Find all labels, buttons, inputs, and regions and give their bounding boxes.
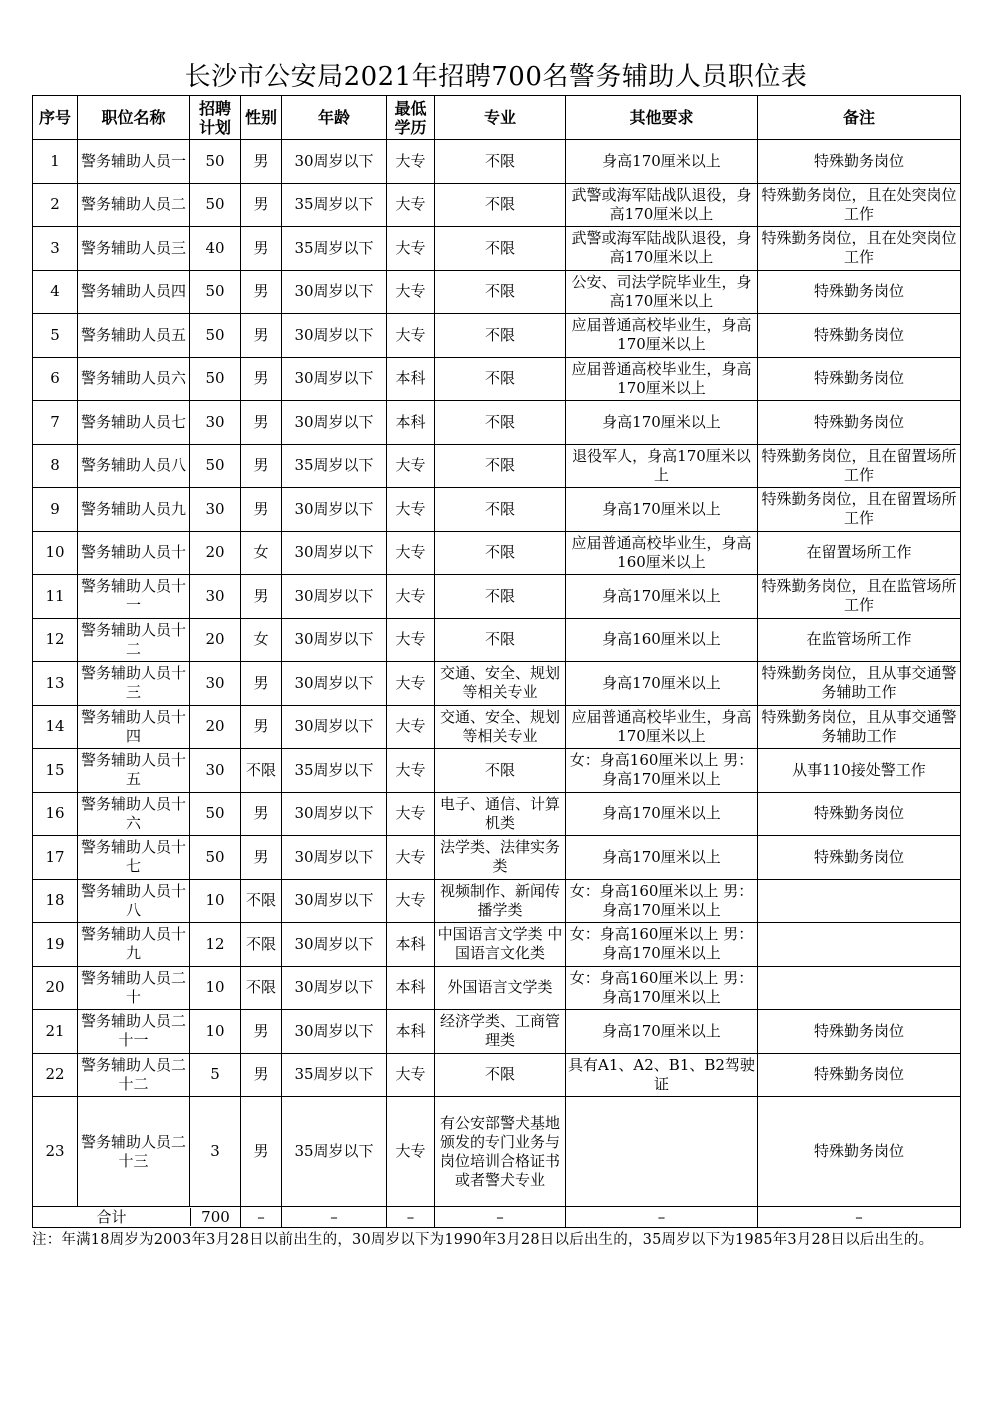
table-row <box>33 140 961 184</box>
cell-position: 警务辅助人员六 <box>78 357 190 401</box>
cell-seq: 2 <box>33 183 78 227</box>
cell-remark: 特殊勤务岗位 <box>758 401 961 445</box>
cell-other: 身高170厘米以上 <box>566 140 758 184</box>
cell-position: 警务辅助人员二十一 <box>78 1010 190 1054</box>
cell-position: 警务辅助人员十二 <box>78 618 190 662</box>
cell-age: 30周岁以下 <box>282 879 387 923</box>
cell-remark: 特殊勤务岗位 <box>758 1010 961 1054</box>
cell-major: 不限 <box>435 314 566 358</box>
cell-major: 视频制作、新闻传播学类 <box>435 879 566 923</box>
cell-gender: 女 <box>241 618 282 662</box>
cell-age: 30周岁以下 <box>282 792 387 836</box>
cell-remark: 特殊勤务岗位，且在处突岗位工作 <box>758 183 961 227</box>
cell-position: 警务辅助人员七 <box>78 401 190 445</box>
cell-seq: 21 <box>33 1010 78 1054</box>
total-plan: 700 <box>190 1208 240 1226</box>
cell-seq: 6 <box>33 357 78 401</box>
cell-edu: 大专 <box>387 140 435 184</box>
cell-major: 不限 <box>435 575 566 619</box>
cell-edu: 大专 <box>387 488 435 532</box>
cell-gender: 男 <box>241 227 282 271</box>
cell-major: 不限 <box>435 401 566 445</box>
cell-major: 经济学类、工商管理类 <box>435 1010 566 1054</box>
cell-major: 不限 <box>435 227 566 271</box>
cell-remark: 特殊勤务岗位 <box>758 140 961 184</box>
cell-position: 警务辅助人员八 <box>78 444 190 488</box>
cell-seq: 18 <box>33 879 78 923</box>
cell-seq: 15 <box>33 749 78 793</box>
cell-age: 30周岁以下 <box>282 575 387 619</box>
cell-plan: 50 <box>190 140 241 184</box>
cell-major: 不限 <box>435 444 566 488</box>
table-row <box>33 923 961 967</box>
cell-other: 身高170厘米以上 <box>566 1010 758 1054</box>
header-major: 专业 <box>435 96 566 140</box>
header-remark: 备注 <box>758 96 961 140</box>
cell-other: 身高170厘米以上 <box>566 792 758 836</box>
table-row <box>33 1053 961 1097</box>
total-age: – <box>282 1207 387 1228</box>
cell-age: 30周岁以下 <box>282 270 387 314</box>
cell-plan: 3 <box>190 1097 241 1207</box>
cell-seq: 5 <box>33 314 78 358</box>
cell-major: 不限 <box>435 183 566 227</box>
cell-gender: 男 <box>241 140 282 184</box>
cell-other: 女：身高160厘米以上 男：身高170厘米以上 <box>566 749 758 793</box>
cell-other: 身高160厘米以上 <box>566 618 758 662</box>
cell-other: 退役军人，身高170厘米以上 <box>566 444 758 488</box>
cell-seq: 7 <box>33 401 78 445</box>
cell-plan: 10 <box>190 1010 241 1054</box>
cell-other: 女：身高160厘米以上 男：身高170厘米以上 <box>566 879 758 923</box>
cell-position: 警务辅助人员二十 <box>78 966 190 1010</box>
cell-major: 不限 <box>435 1053 566 1097</box>
cell-major: 外国语言文学类 <box>435 966 566 1010</box>
cell-edu: 本科 <box>387 357 435 401</box>
cell-remark: 在留置场所工作 <box>758 531 961 575</box>
cell-other: 公安、司法学院毕业生，身高170厘米以上 <box>566 270 758 314</box>
table-row <box>33 575 961 619</box>
cell-other: 应届普通高校毕业生，身高160厘米以上 <box>566 531 758 575</box>
header-plan: 招聘计划 <box>190 96 241 140</box>
cell-age: 30周岁以下 <box>282 662 387 706</box>
table-row <box>33 836 961 880</box>
cell-age: 30周岁以下 <box>282 618 387 662</box>
table-row <box>33 662 961 706</box>
cell-other: 应届普通高校毕业生，身高170厘米以上 <box>566 314 758 358</box>
cell-age: 30周岁以下 <box>282 140 387 184</box>
cell-gender: 男 <box>241 401 282 445</box>
total-edu: – <box>387 1207 435 1228</box>
cell-plan: 50 <box>190 314 241 358</box>
table-row <box>33 705 961 749</box>
cell-age: 35周岁以下 <box>282 1053 387 1097</box>
cell-remark: 特殊勤务岗位，且在留置场所工作 <box>758 488 961 532</box>
cell-other: 身高170厘米以上 <box>566 488 758 532</box>
cell-seq: 11 <box>33 575 78 619</box>
total-remark: – <box>758 1207 961 1228</box>
cell-seq: 19 <box>33 923 78 967</box>
cell-edu: 大专 <box>387 662 435 706</box>
cell-seq: 14 <box>33 705 78 749</box>
cell-plan: 12 <box>190 923 241 967</box>
table-row <box>33 270 961 314</box>
cell-edu: 本科 <box>387 966 435 1010</box>
cell-edu: 大专 <box>387 314 435 358</box>
cell-remark: 特殊勤务岗位，且从事交通警务辅助工作 <box>758 662 961 706</box>
total-major: – <box>435 1207 566 1228</box>
cell-gender: 男 <box>241 270 282 314</box>
cell-gender: 男 <box>241 488 282 532</box>
table-row <box>33 227 961 271</box>
page-title: 长沙市公安局2021年招聘700名警务辅助人员职位表 <box>184 62 808 92</box>
cell-major: 不限 <box>435 270 566 314</box>
cell-major: 不限 <box>435 618 566 662</box>
header-gender: 性别 <box>241 96 282 140</box>
cell-remark: 特殊勤务岗位 <box>758 792 961 836</box>
header-other: 其他要求 <box>566 96 758 140</box>
cell-plan: 20 <box>190 705 241 749</box>
cell-major: 中国语言文学类 中国语言文化类 <box>435 923 566 967</box>
table-row <box>33 879 961 923</box>
cell-age: 30周岁以下 <box>282 531 387 575</box>
cell-gender: 不限 <box>241 966 282 1010</box>
cell-position: 警务辅助人员三 <box>78 227 190 271</box>
cell-edu: 大专 <box>387 705 435 749</box>
cell-position: 警务辅助人员二十三 <box>78 1097 190 1207</box>
cell-seq: 20 <box>33 966 78 1010</box>
cell-remark: 特殊勤务岗位 <box>758 836 961 880</box>
cell-major: 不限 <box>435 488 566 532</box>
cell-edu: 大专 <box>387 618 435 662</box>
cell-plan: 30 <box>190 401 241 445</box>
cell-other: 女：身高160厘米以上 男：身高170厘米以上 <box>566 966 758 1010</box>
cell-edu: 大专 <box>387 183 435 227</box>
cell-other: 应届普通高校毕业生，身高170厘米以上 <box>566 357 758 401</box>
cell-plan: 50 <box>190 836 241 880</box>
cell-edu: 大专 <box>387 1053 435 1097</box>
cell-other: 身高170厘米以上 <box>566 836 758 880</box>
cell-other: 武警或海军陆战队退役，身高170厘米以上 <box>566 227 758 271</box>
cell-position: 警务辅助人员四 <box>78 270 190 314</box>
total-label: 合计 <box>96 1208 127 1226</box>
cell-age: 30周岁以下 <box>282 705 387 749</box>
cell-seq: 1 <box>33 140 78 184</box>
cell-plan: 20 <box>190 618 241 662</box>
cell-position: 警务辅助人员十八 <box>78 879 190 923</box>
cell-other: 身高170厘米以上 <box>566 575 758 619</box>
cell-remark: 特殊勤务岗位 <box>758 314 961 358</box>
cell-plan: 50 <box>190 357 241 401</box>
table-row <box>33 314 961 358</box>
cell-position: 警务辅助人员二十二 <box>78 1053 190 1097</box>
cell-gender: 男 <box>241 357 282 401</box>
cell-position: 警务辅助人员十一 <box>78 575 190 619</box>
cell-remark: 特殊勤务岗位 <box>758 357 961 401</box>
cell-position: 警务辅助人员十九 <box>78 923 190 967</box>
cell-gender: 男 <box>241 1097 282 1207</box>
cell-plan: 10 <box>190 966 241 1010</box>
cell-remark <box>758 879 961 923</box>
table-row <box>33 531 961 575</box>
cell-remark: 特殊勤务岗位，且在监管场所工作 <box>758 575 961 619</box>
cell-major: 交通、安全、规划等相关专业 <box>435 662 566 706</box>
total-row <box>33 1207 961 1228</box>
cell-major: 交通、安全、规划等相关专业 <box>435 705 566 749</box>
cell-position: 警务辅助人员九 <box>78 488 190 532</box>
cell-gender: 男 <box>241 1053 282 1097</box>
cell-edu: 本科 <box>387 1010 435 1054</box>
cell-gender: 男 <box>241 314 282 358</box>
cell-major: 不限 <box>435 531 566 575</box>
cell-other <box>566 1097 758 1207</box>
table-row <box>33 749 961 793</box>
cell-remark: 特殊勤务岗位，且从事交通警务辅助工作 <box>758 705 961 749</box>
cell-other: 身高170厘米以上 <box>566 401 758 445</box>
cell-edu: 大专 <box>387 575 435 619</box>
cell-plan: 10 <box>190 879 241 923</box>
cell-remark: 从事110接处警工作 <box>758 749 961 793</box>
cell-plan: 30 <box>190 749 241 793</box>
cell-remark: 特殊勤务岗位，且在留置场所工作 <box>758 444 961 488</box>
cell-age: 35周岁以下 <box>282 1097 387 1207</box>
cell-edu: 大专 <box>387 227 435 271</box>
cell-seq: 4 <box>33 270 78 314</box>
cell-gender: 不限 <box>241 923 282 967</box>
cell-remark: 在监管场所工作 <box>758 618 961 662</box>
cell-seq: 9 <box>33 488 78 532</box>
cell-plan: 30 <box>190 662 241 706</box>
cell-edu: 大专 <box>387 792 435 836</box>
cell-remark: 特殊勤务岗位 <box>758 1097 961 1207</box>
cell-age: 30周岁以下 <box>282 488 387 532</box>
cell-major: 电子、通信、计算机类 <box>435 792 566 836</box>
cell-remark: 特殊勤务岗位 <box>758 270 961 314</box>
cell-seq: 8 <box>33 444 78 488</box>
cell-plan: 50 <box>190 444 241 488</box>
job-table <box>32 95 961 1228</box>
cell-remark: 特殊勤务岗位，且在处突岗位工作 <box>758 227 961 271</box>
table-row <box>33 488 961 532</box>
cell-edu: 大专 <box>387 879 435 923</box>
cell-plan: 50 <box>190 792 241 836</box>
cell-gender: 男 <box>241 792 282 836</box>
cell-edu: 大专 <box>387 270 435 314</box>
cell-position: 警务辅助人员十 <box>78 531 190 575</box>
cell-position: 警务辅助人员二 <box>78 183 190 227</box>
cell-major: 不限 <box>435 749 566 793</box>
cell-plan: 20 <box>190 531 241 575</box>
table-header-row <box>33 96 961 140</box>
cell-age: 30周岁以下 <box>282 1010 387 1054</box>
cell-plan: 5 <box>190 1053 241 1097</box>
cell-major: 法学类、法律实务类 <box>435 836 566 880</box>
table-row <box>33 792 961 836</box>
cell-edu: 大专 <box>387 444 435 488</box>
cell-gender: 男 <box>241 662 282 706</box>
cell-age: 30周岁以下 <box>282 836 387 880</box>
cell-gender: 男 <box>241 836 282 880</box>
cell-position: 警务辅助人员十七 <box>78 836 190 880</box>
cell-age: 30周岁以下 <box>282 357 387 401</box>
table-row <box>33 1097 961 1207</box>
table-row <box>33 444 961 488</box>
cell-remark: 特殊勤务岗位 <box>758 1053 961 1097</box>
table-row <box>33 618 961 662</box>
total-gender: – <box>241 1207 282 1228</box>
cell-other: 具有A1、A2、B1、B2驾驶证 <box>566 1053 758 1097</box>
cell-major: 有公安部警犬基地颁发的专门业务与岗位培训合格证书或者警犬专业 <box>435 1097 566 1207</box>
cell-edu: 大专 <box>387 1097 435 1207</box>
cell-position: 警务辅助人员十六 <box>78 792 190 836</box>
cell-other: 女：身高160厘米以上 男：身高170厘米以上 <box>566 923 758 967</box>
cell-seq: 22 <box>33 1053 78 1097</box>
cell-edu: 本科 <box>387 401 435 445</box>
header-seq: 序号 <box>33 96 78 140</box>
header-position: 职位名称 <box>78 96 190 140</box>
cell-age: 30周岁以下 <box>282 401 387 445</box>
cell-seq: 12 <box>33 618 78 662</box>
cell-seq: 10 <box>33 531 78 575</box>
footnote: 注：年满18周岁为2003年3月28日以前出生的，30周岁以下为1990年3月28日以后出生的，35周岁以下为1985年3月28日以后出生的。 <box>32 1232 934 1248</box>
cell-plan: 30 <box>190 488 241 532</box>
cell-gender: 男 <box>241 1010 282 1054</box>
cell-other: 武警或海军陆战队退役，身高170厘米以上 <box>566 183 758 227</box>
cell-edu: 大专 <box>387 749 435 793</box>
cell-seq: 16 <box>33 792 78 836</box>
cell-edu: 大专 <box>387 531 435 575</box>
cell-position: 警务辅助人员十四 <box>78 705 190 749</box>
cell-age: 35周岁以下 <box>282 227 387 271</box>
table-row <box>33 966 961 1010</box>
cell-gender: 男 <box>241 183 282 227</box>
cell-seq: 3 <box>33 227 78 271</box>
cell-position: 警务辅助人员十三 <box>78 662 190 706</box>
cell-age: 30周岁以下 <box>282 314 387 358</box>
cell-position: 警务辅助人员五 <box>78 314 190 358</box>
cell-plan: 40 <box>190 227 241 271</box>
cell-edu: 本科 <box>387 923 435 967</box>
cell-gender: 男 <box>241 705 282 749</box>
cell-age: 30周岁以下 <box>282 923 387 967</box>
cell-edu: 大专 <box>387 836 435 880</box>
cell-age: 30周岁以下 <box>282 966 387 1010</box>
cell-seq: 17 <box>33 836 78 880</box>
cell-age: 35周岁以下 <box>282 444 387 488</box>
table-row <box>33 1010 961 1054</box>
cell-gender: 女 <box>241 531 282 575</box>
table-row <box>33 357 961 401</box>
table-row <box>33 183 961 227</box>
cell-plan: 50 <box>190 270 241 314</box>
cell-position: 警务辅助人员十五 <box>78 749 190 793</box>
cell-other: 身高170厘米以上 <box>566 662 758 706</box>
cell-age: 35周岁以下 <box>282 749 387 793</box>
cell-major: 不限 <box>435 357 566 401</box>
total-other: – <box>566 1207 758 1228</box>
cell-gender: 男 <box>241 444 282 488</box>
cell-seq: 13 <box>33 662 78 706</box>
table-row <box>33 401 961 445</box>
table-body <box>33 140 961 1207</box>
cell-gender: 不限 <box>241 879 282 923</box>
header-age: 年龄 <box>282 96 387 140</box>
cell-gender: 不限 <box>241 749 282 793</box>
cell-plan: 30 <box>190 575 241 619</box>
cell-remark <box>758 966 961 1010</box>
cell-age: 35周岁以下 <box>282 183 387 227</box>
header-edu: 最低学历 <box>387 96 435 140</box>
cell-other: 应届普通高校毕业生，身高170厘米以上 <box>566 705 758 749</box>
cell-gender: 男 <box>241 575 282 619</box>
cell-seq: 23 <box>33 1097 78 1207</box>
cell-major: 不限 <box>435 140 566 184</box>
cell-plan: 50 <box>190 183 241 227</box>
cell-position: 警务辅助人员一 <box>78 140 190 184</box>
cell-remark <box>758 923 961 967</box>
